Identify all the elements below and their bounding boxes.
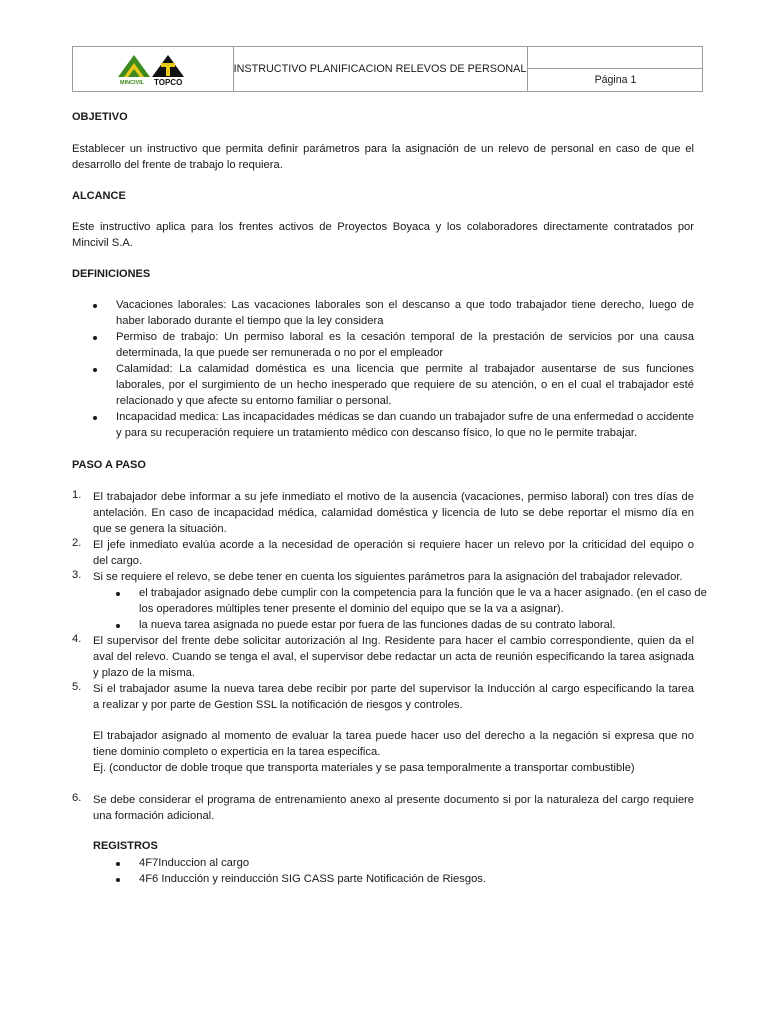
step-number: 4. [72,633,82,645]
objetivo-heading: OBJETIVO [72,111,128,123]
step-text: El supervisor del frente debe solicitar autorización al Ing. Residente para hacer el cambio correspondiente, quien da el aval del relevo. Cuando se tenga el aval, el supervisor debe redactar un acta de reunión especificando la tarea asignada y plazo de la misma. [93,635,694,679]
svg-text:TOPCO: TOPCO [154,78,183,87]
definiciones-heading: DEFINICIONES [72,268,151,280]
step-text: Se debe considerar el programa de entrenamiento anexo al presente documento si por la naturaleza del cargo requiere una formación adicional. [93,794,694,822]
document-title: INSTRUCTIVO PLANIFICACION RELEVOS DE PERSONAL [233,47,528,91]
step-text: Si el trabajador asume la nueva tarea debe recibir por parte del supervisor la Inducción al cargo especificando la tarea a realizar y por parte de Gestion SSL la notificación de riesgos y controles. [93,683,694,711]
registros-heading: REGISTROS [93,840,158,852]
page-number: Página 1 [594,74,637,86]
alcance-heading: ALCANCE [72,190,126,202]
step-number: 5. [72,681,82,693]
step-number: 3. [72,569,82,581]
document-page: MINCIVIL TOPCO INSTRUCTIVO PLANIFICACION RELEVOS DE PERSONAL Página 1 OBJETIVO Establecer un instructivo que permita definir parámetros para la asignación de un relevo de personal en caso de que el desarrollo del frente de trabajo lo requiera. ALCANCE Este instructivo aplica para los frentes activos de Proyectos Boyaca y los colaboradores directamente contratados por Mincivil S.A. DEFINICIONES Vacaciones laborales: Las vacaciones laborales son el descanso a que todo trabajador tiene derecho, luego de haber laborado durante el tiempo que la ley considera Permiso de trabajo: Un permiso laboral es la cesación temporal de la prestación de servicios por una causa determinada, la que puede ser remunerada o no por el empleador Calamidad: La calamidad doméstica es una licencia que permite al trabajador ausentarse de sus funciones laborales, por el surgimiento de un hecho inesperado que requiere de su atención, o en el cual el trabajador esté relacionado y que afecte su entorno familiar o personal. Incapacidad medica: Las incapacidades médicas se dan cuando un trabajador sufre de una enfermedad o accidente y para su recuperación requiere un tratamiento médico con descanso físico, lo que no le permite trabajar. PASO A PASO 1. El trabajador debe informar a su jefe inmediato el motivo de la ausencia (vacaciones, permiso laboral) con tres días de antelación. En caso de incapacidad médica, calamidad doméstica y licencia de luto se debe reportar el mismo día en que se genera la situación. 2. El jefe inmediato evalúa acorde a la necesidad de operación si requiere hacer un relevo por la criticidad del equipo o del cargo. 3. Si se requiere el relevo, se debe tener en cuenta los siguientes parámetros para la asignación del trabajador relevador. el trabajador asignado debe cumplir con la competencia para la función que le va a hacer asignado. (en el caso de los operadores múltiples tener presente el dominio del equipo que se la va a asignar). la nueva tarea asignada no puede estar por fuera de las funciones dadas de su contrato laboral. 4. El supervisor del frente debe solicitar autorización al Ing. Residente para hacer el cambio correspondiente, quien da el aval del relevo. Cuando se tenga el aval, el supervisor debe redactar un acta de reunión especificando la tarea asignada y plazo de la misma. 5. Si el trabajador asume la nueva tarea debe recibir por parte del supervisor la Inducción al cargo especificando la tarea a realizar y por parte de Gestion SSL la notificación de riesgos y controles. El trabajador asignado al momento de evaluar la tarea puede hacer uso del derecho a la negación si expresa que no tiene dominio completo o experticia en la tarea especifica. Ej. (conductor de doble troque que transporta materiales y se pasa temporalmente a transportar combustible) 6. Se debe considerar el programa de entrenamiento anexo al presente documento si por la naturaleza del cargo requiere una formación adicional. REGISTROS 4F7Induccion al cargo 4F6 Inducción y reinducción SIG CASS parte Notificación de Riesgos. [0,0,768,1024]
step-number: 2. [72,537,82,549]
step-note: El trabajador asignado al momento de evaluar la tarea puede hacer uso del derecho a la negación si expresa que no tiene dominio completo o experticia en la tarea especifica. Ej. (conductor de doble troque que transporta materiales y se pasa temporalmente a transportar combustible) [93,730,694,774]
svg-text:MINCIVIL: MINCIVIL [120,80,145,86]
alcance-text: Este instructivo aplica para los frentes activos de Proyectos Boyaca y los colaboradores directamente contratados por Mincivil S.A. [72,221,694,249]
paso-heading: PASO A PASO [72,459,146,471]
step-number: 1. [72,489,82,501]
logo-cell [73,47,234,91]
step-text: El jefe inmediato evalúa acorde a la necesidad de operación si requiere hacer un relevo por la criticidad del equipo o del cargo. [93,539,694,567]
header-table [72,46,703,92]
company-logo [116,51,192,87]
step-text: Si se requiere el relevo, se debe tener en cuenta los siguientes parámetros para la asignación del trabajador relevador. [93,571,683,583]
step-number: 6. [72,792,82,804]
objetivo-text: Establecer un instructivo que permita definir parámetros para la asignación de un relevo de personal en caso de que el desarrollo del frente de trabajo lo requiera. [72,143,694,171]
step-text: El trabajador debe informar a su jefe inmediato el motivo de la ausencia (vacaciones, permiso laboral) con tres días de antelación. En caso de incapacidad médica, calamidad doméstica y licencia de luto se debe reportar el mismo día en que se genera la situación. [93,491,694,535]
page-cell [528,47,703,91]
